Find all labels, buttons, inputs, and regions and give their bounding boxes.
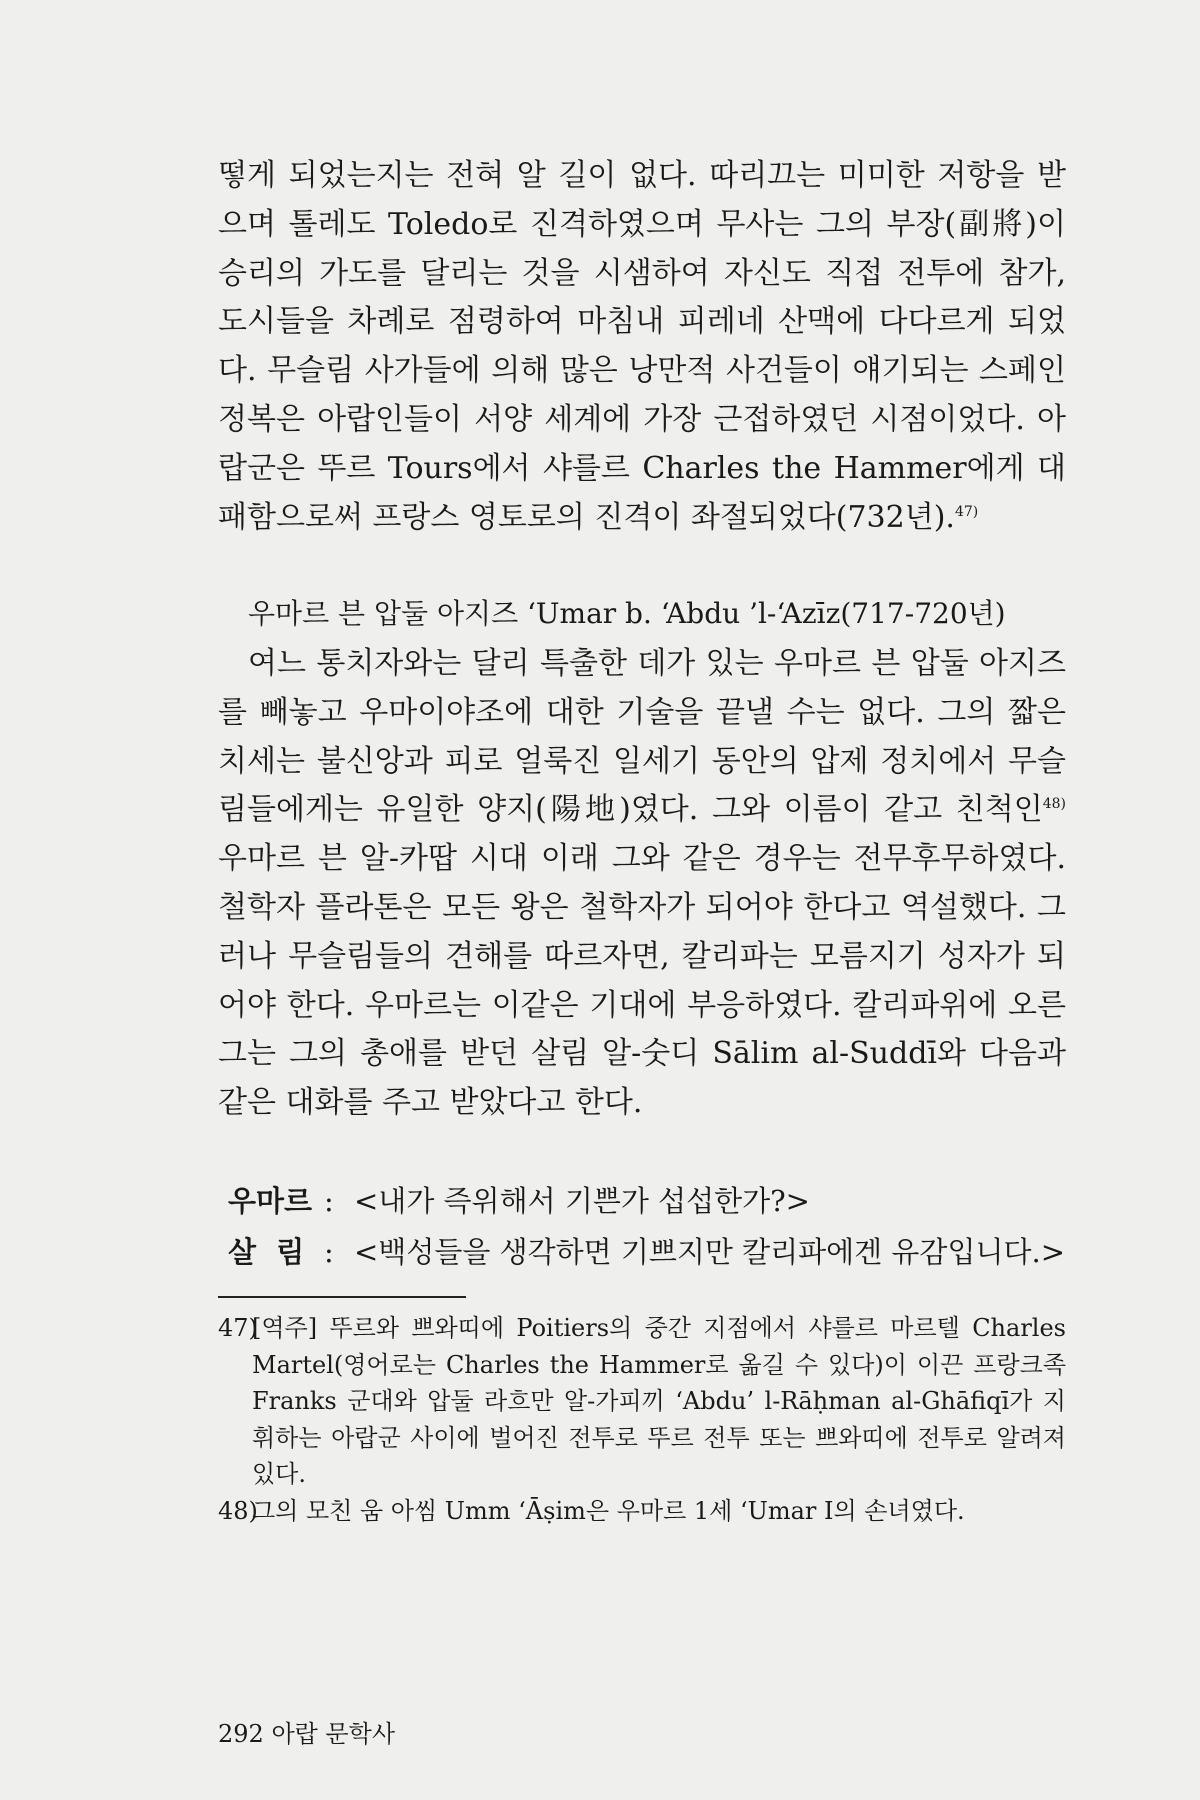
dialogue-line: [228, 1176, 1065, 1227]
paragraph-umar: [218, 640, 1066, 1128]
paragraph-text: 여느 통치자와는 달리 특출한 데가 있는 우마르 븐 압둘 아지즈를 빼놓고 우마이야조에 대한 기술을 끝낼 수는 없다. 그의 짧은 치세는 불신앙과 피로 얼룩진 일세기 동안의 압제 정치에서 무슬림들에게는 유일한 양지(陽地)였다. 그와 이름이 같고 친척인: [218, 646, 1066, 828]
page-footer: [218, 1714, 395, 1749]
page-number: 292: [218, 1720, 264, 1748]
footnote-48: [218, 1493, 1066, 1530]
footnote-divider: [218, 1296, 466, 1298]
section-heading-umar: 우마르 븐 압둘 아지즈 ‘Umar b. ‘Abdu ’l-‘Azīz(717-720년): [248, 597, 1006, 630]
footnote-number: 47): [218, 1314, 258, 1342]
footnote-47: [218, 1310, 1066, 1493]
footnotes: [218, 1310, 1066, 1529]
dialogue-line: [228, 1227, 1065, 1278]
speaker-name: 살 림: [228, 1235, 305, 1269]
footnote-ref-47[interactable]: 47): [954, 503, 979, 520]
dialogue-colon: :: [324, 1184, 334, 1218]
speaker-name: 우마르: [228, 1184, 313, 1218]
footnote-ref-48[interactable]: 48): [1042, 796, 1066, 813]
dialogue-text: <내가 즉위해서 기쁜가 섭섭한가?>: [354, 1184, 810, 1218]
book-title: 아랍 문학사: [271, 1720, 396, 1748]
dialogue-text: <백성들을 생각하면 기쁘지만 칼리파에겐 유감입니다.>: [354, 1235, 1065, 1269]
footnote-text: [역주] 뚜르와 쁘와띠에 Poitiers의 중간 지점에서 샤를르 마르텔 Charles Martel(영어로는 Charles the Hammer로 옮길 수 있다)이 이끈 프랑크족 Franks 군대와 압둘 라흐만 알-가피끼 ‘Abdu’ l-Rāḥman al-Ghāfiqī가 지휘하는 아랍군 사이에 벌어진 전투로 뚜르 전투 또는 쁘와띠에 전투로 알려져 있다.: [252, 1314, 1066, 1488]
paragraph-text-continued: 우마르 븐 알-카땁 시대 이래 그와 같은 경우는 전무후무하였다. 철학자 플라톤은 모든 왕은 철학자가 되어야 한다고 역설했다. 그러나 무슬림들의 견해를 따르자면, 칼리파는 모름지기 성자가 되어야 한다. 우마르는 이같은 기대에 부응하였다. 칼리파위에 오른 그는 그의 총애를 받던 살림 알-숫디 Sālim al-Suddī와 다음과 같은 대화를 주고 받았다고 한다.: [218, 841, 1066, 1121]
dialogue: [228, 1176, 1065, 1278]
paragraph-tariq-spain: [218, 152, 1066, 542]
footnote-number: 48): [218, 1496, 258, 1525]
dialogue-colon: :: [324, 1235, 334, 1269]
paragraph-text: 떻게 되었는지는 전혀 알 길이 없다. 따리끄는 미미한 저항을 받으며 톨레도 Toledo로 진격하였으며 무사는 그의 부장(副將)이 승리의 가도를 달리는 것을 시샘하여 자신도 직접 전투에 참가, 도시들을 차례로 점령하여 마침내 피레네 산맥에 다다르게 되었다. 무슬림 사가들에 의해 많은 낭만적 사건들이 얘기되는 스페인 정복은 아랍인들이 서양 세계에 가장 근접하였던 시점이었다. 아랍군은 뚜르 Tours에서 샤를르 Charles the Hammer에게 대패함으로써 프랑스 영토로의 진격이 좌절되었다(732년).: [218, 158, 1066, 535]
footnote-text: 그의 모친 움 아씸 Umm ‘Āṣim은 우마르 1세 ‘Umar I의 손녀였다.: [252, 1496, 965, 1525]
